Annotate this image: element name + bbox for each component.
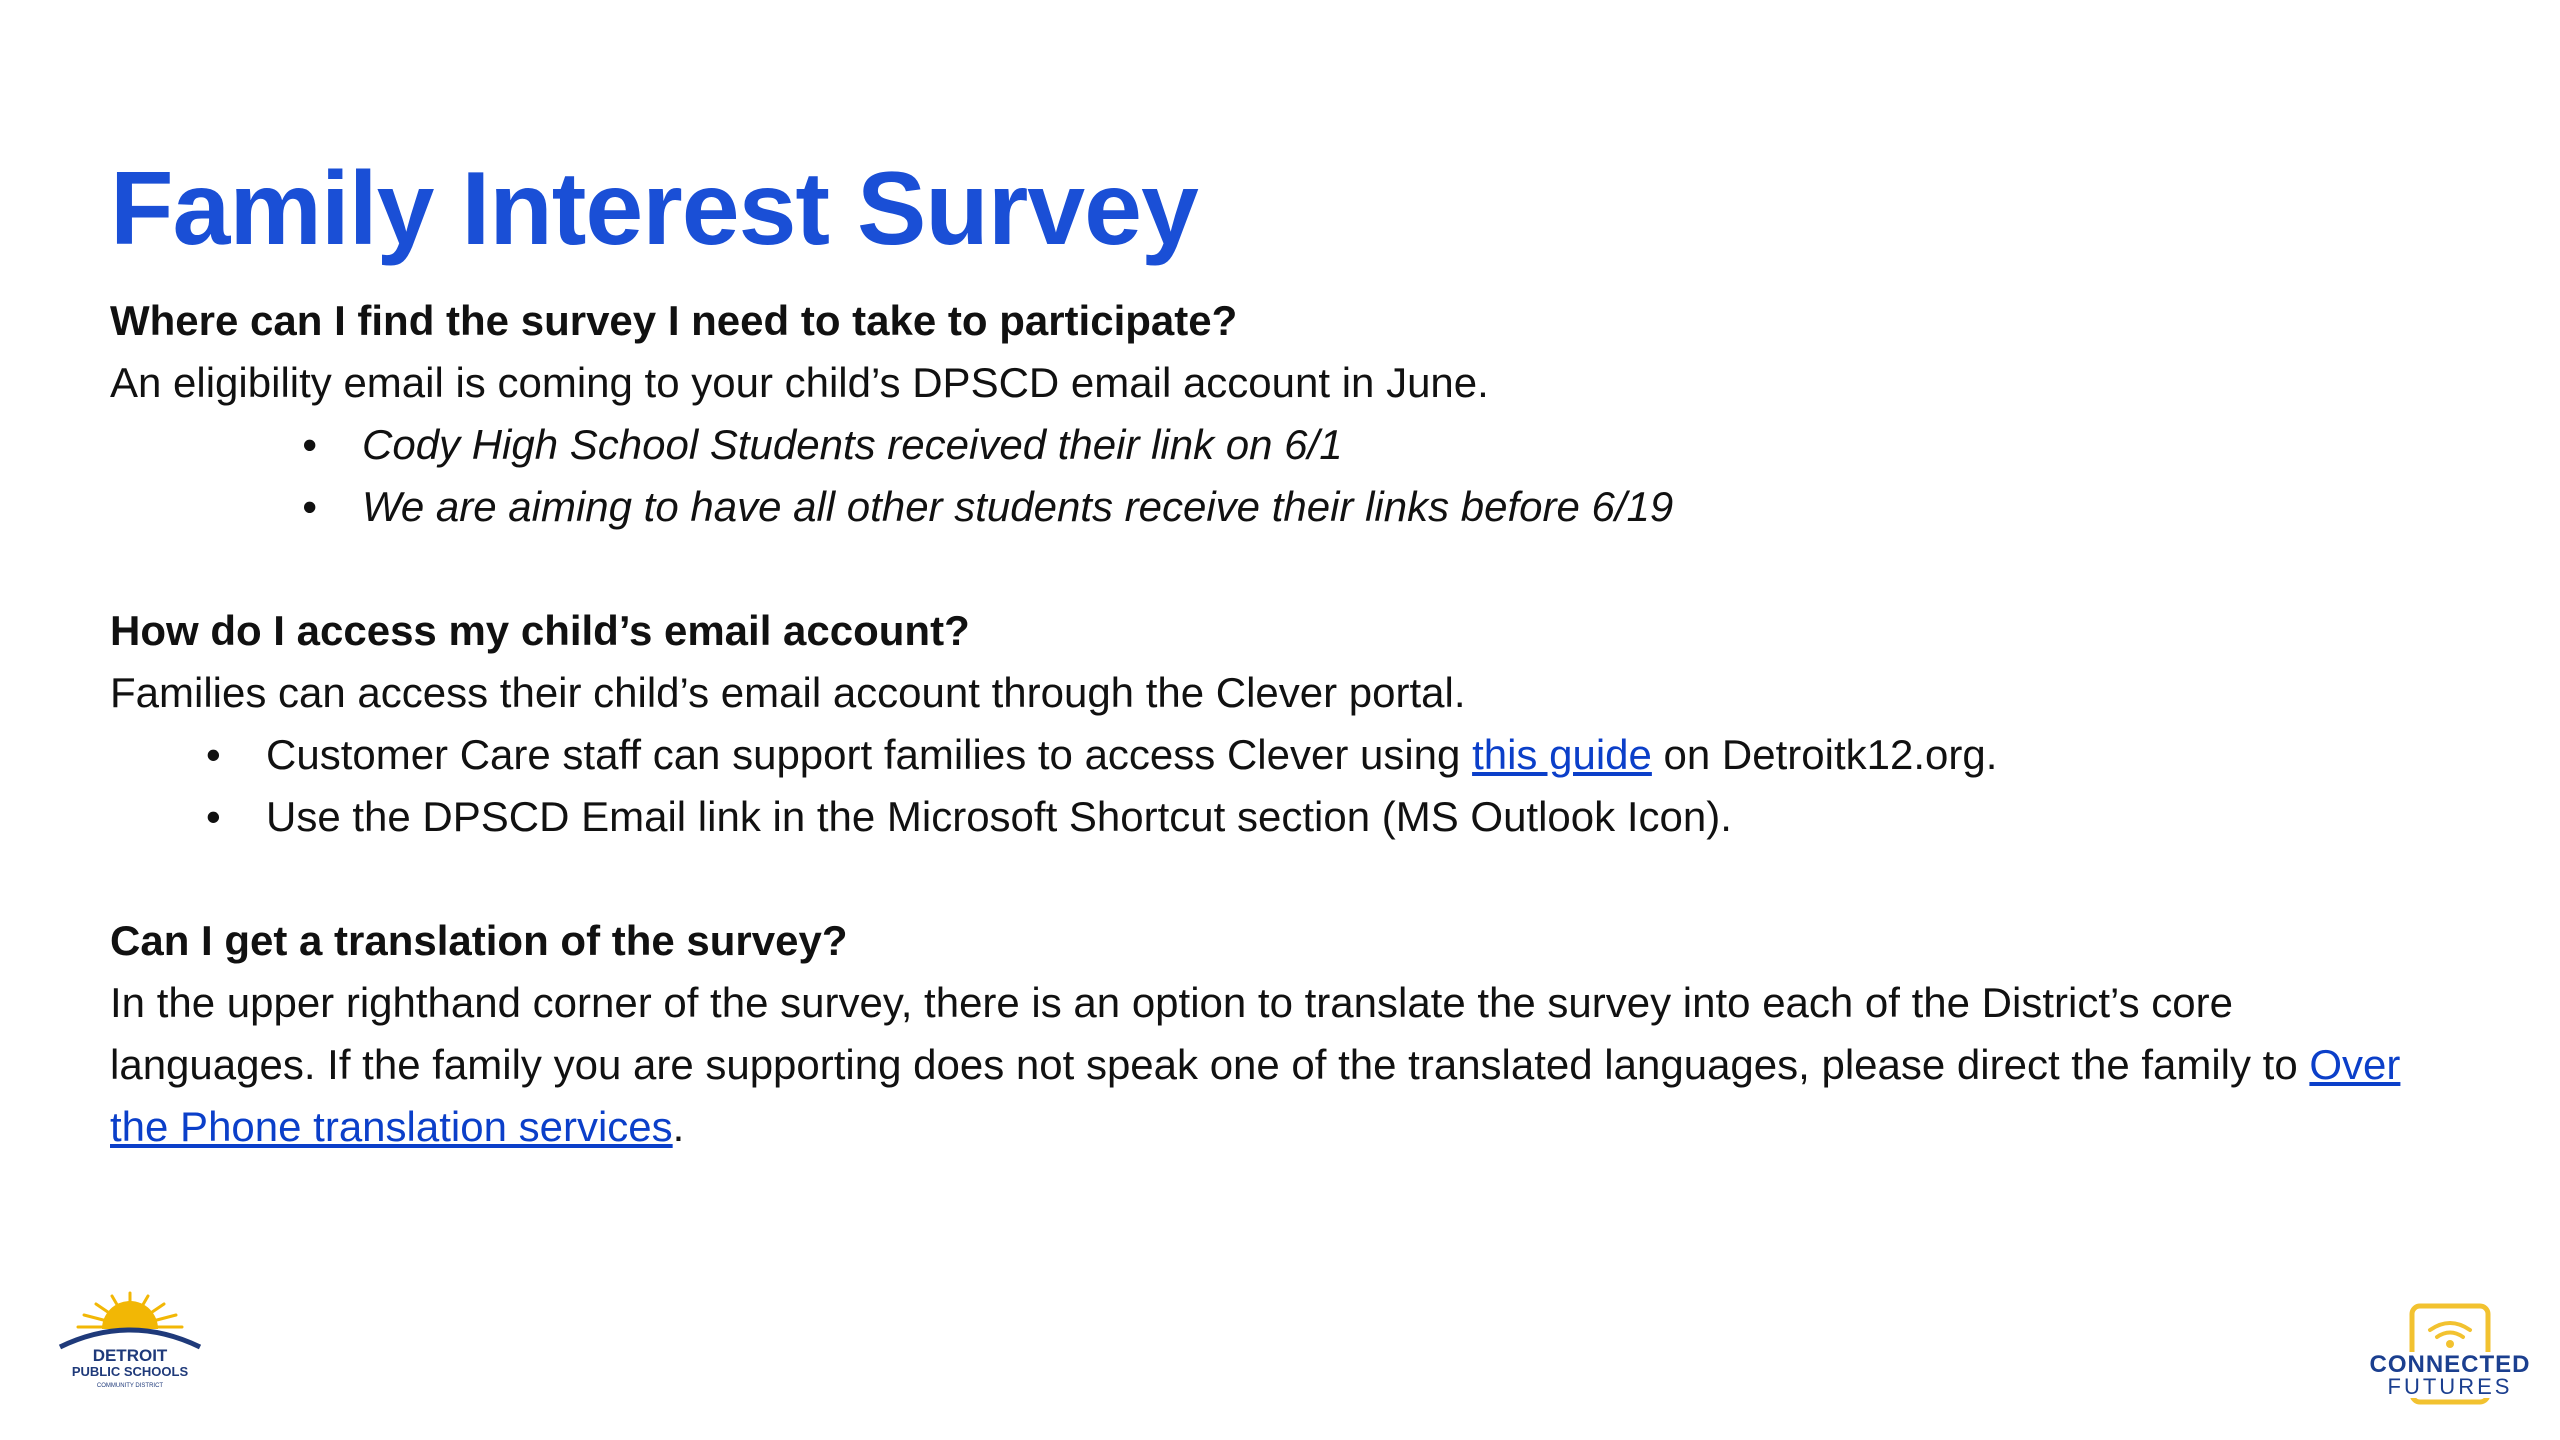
list-item: • We are aiming to have all other students receive their links before 6/19	[110, 476, 2450, 538]
bullet-text-before: Customer Care staff can support families to access Clever using	[266, 731, 1473, 778]
spacer	[110, 538, 2450, 600]
answer-access-email: Families can access their child’s email account through the Clever portal.	[110, 669, 1466, 716]
logo-text-futures: FUTURES	[2387, 1374, 2513, 1399]
list-item: • Use the DPSCD Email link in the Microsoft Shortcut section (MS Outlook Icon).	[110, 786, 2450, 848]
answer-translation	[110, 972, 2450, 1158]
list-item	[110, 724, 2450, 786]
sun-icon	[78, 1293, 182, 1329]
logo-text-public-schools: PUBLIC SCHOOLS	[71, 1364, 189, 1379]
question-find-survey: Where can I find the survey I need to take to participate?	[110, 297, 1238, 344]
phone-translation-link[interactable]: Over the Phone translation services	[110, 1041, 2401, 1150]
spacer	[110, 848, 2450, 910]
email-access-list	[110, 724, 2450, 848]
this-guide-link[interactable]: this guide	[1472, 731, 1652, 778]
question-access-email: How do I access my child’s email account?	[110, 607, 970, 654]
logo-text-detroit: DETROIT	[92, 1346, 168, 1365]
connected-futures-logo	[2360, 1300, 2540, 1410]
answer-text: In the upper righthand corner of the survey, there is an option to translate the survey into each of the District’s core languages. If the family you are supporting does not speak one of the translated languages, please direct the family to	[110, 979, 2310, 1088]
dpscd-logo	[50, 1285, 210, 1395]
wifi-icon	[2430, 1323, 2470, 1337]
logo-text-connected: CONNECTED	[2369, 1351, 2531, 1378]
logo-text-community-district: COMMUNITY DISTRICT	[96, 1383, 164, 1389]
survey-timeline-list	[110, 414, 2450, 538]
page-title: Family Interest Survey	[110, 151, 1198, 267]
answer-find-survey: An eligibility email is coming to your child’s DPSCD email account in June.	[110, 359, 1489, 406]
slide-content	[110, 290, 2450, 1158]
question-translation: Can I get a translation of the survey?	[110, 917, 848, 964]
bullet-text-after: on Detroitk12.org.	[1651, 731, 1998, 778]
answer-end: .	[672, 1103, 685, 1150]
list-item: • Cody High School Students received their link on 6/1	[110, 414, 2450, 476]
